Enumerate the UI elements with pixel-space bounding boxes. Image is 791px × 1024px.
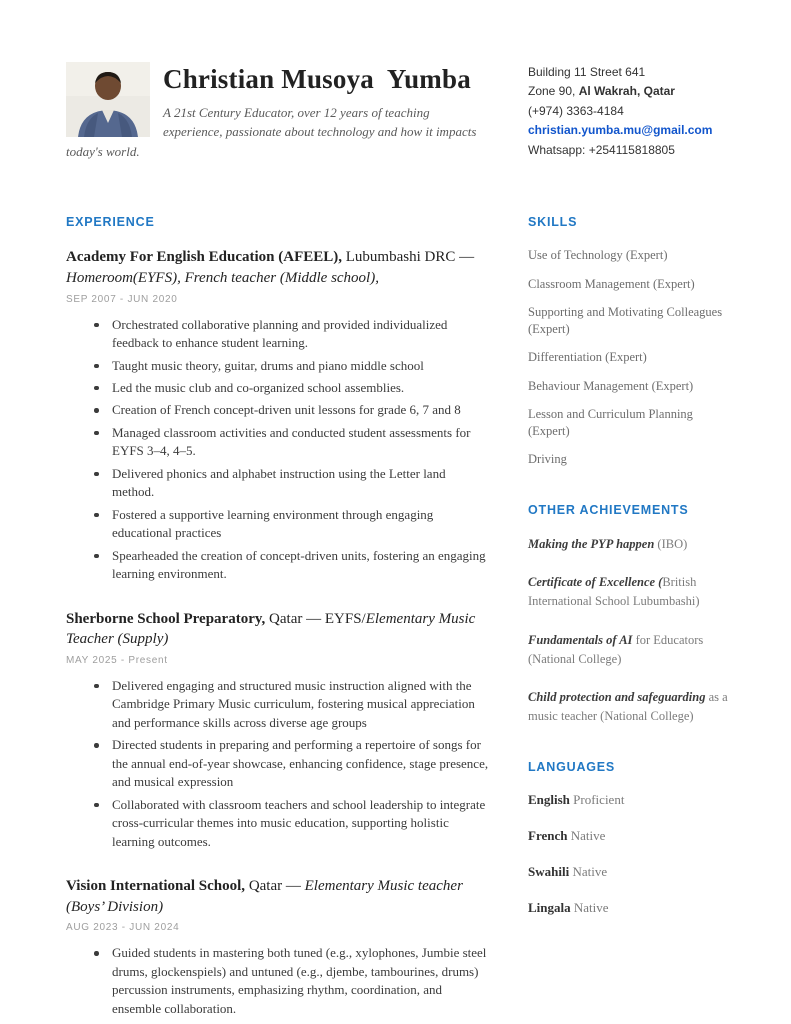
bullet-item: Collaborated with classroom teachers and school leadership to integrate cross-curricular themes into music education, supporting holistic learning outcomes. bbox=[112, 796, 490, 851]
job-entry-afeel bbox=[66, 247, 490, 583]
header bbox=[66, 62, 731, 161]
job-title bbox=[66, 876, 490, 917]
profile-photo bbox=[66, 62, 150, 137]
job-entry-sherborne bbox=[66, 609, 490, 851]
achievement-detail: as a music teacher (National College) bbox=[528, 690, 728, 723]
skill-item: Supporting and Motivating Colleagues (Expert) bbox=[528, 304, 723, 336]
skills-list bbox=[528, 247, 731, 468]
achievement-item bbox=[528, 573, 731, 611]
address-line-1: Building 11 Street 641 bbox=[528, 65, 646, 79]
achievement-item bbox=[528, 631, 731, 669]
bullet-item: Fostered a supportive learning environment through engaging educational practices bbox=[112, 506, 490, 543]
skills-heading: SKILLS bbox=[528, 215, 578, 230]
job-location: Qatar — EYFS/ bbox=[265, 610, 366, 627]
job-bullets bbox=[66, 944, 490, 1018]
skill-item: Differentiation (Expert) bbox=[528, 350, 647, 365]
language-item bbox=[528, 864, 731, 880]
skill-item: Use of Technology (Expert) bbox=[528, 248, 668, 263]
bullet-item: Delivered phonics and alphabet instruction using the Letter land method. bbox=[112, 465, 490, 502]
bullet-item: Led the music club and co-organized school assemblies. bbox=[112, 379, 490, 397]
bullet-item: Taught music theory, guitar, drums and piano middle school bbox=[112, 357, 490, 375]
tagline: A 21st Century Educator, over 12 years of teaching experience, passionate about technology and how it impacts today's world. bbox=[66, 104, 477, 159]
skill-item: Classroom Management (Expert) bbox=[528, 276, 695, 291]
email-line bbox=[528, 121, 731, 140]
bullet-item: Guided students in mastering both tuned (e.g., xylophones, Jumbie steel drums, glockenspiels) and untuned (e.g., djembe, tambourines, drums) percussion instruments, emphasizing rhythm, coordination, and ensemble collaboration. bbox=[112, 944, 490, 1018]
achievement-detail: for Educators (National College) bbox=[528, 632, 704, 666]
job-entry-vision bbox=[66, 876, 490, 1018]
person-name: Christian Musoya Yumba bbox=[163, 64, 471, 94]
experience-column bbox=[66, 215, 490, 1024]
whatsapp-number: Whatsapp: +254115818805 bbox=[528, 142, 675, 157]
language-name: French bbox=[528, 827, 568, 843]
languages-section bbox=[528, 760, 731, 916]
language-level: Native bbox=[570, 827, 606, 843]
address-city: Al Wakrah, Qatar bbox=[578, 84, 675, 99]
job-location: Qatar — bbox=[245, 877, 305, 894]
job-title bbox=[66, 247, 490, 288]
job-location: Lubumbashi DRC — bbox=[342, 249, 475, 266]
achievement-detail: (IBO) bbox=[654, 536, 688, 551]
job-company: Vision International School, bbox=[66, 877, 246, 894]
achievement-title: Fundamentals of AI bbox=[528, 632, 633, 647]
achievements-heading: OTHER ACHIEVEMENTS bbox=[528, 502, 689, 517]
achievement-item bbox=[528, 535, 731, 554]
skill-item: Lesson and Curriculum Planning (Expert) bbox=[528, 406, 693, 438]
bullet-item: Creation of French concept-driven unit lessons for grade 6, 7 and 8 bbox=[112, 401, 490, 419]
profile-photo-image bbox=[66, 62, 150, 137]
job-dates: SEP 2007 - JUN 2020 bbox=[66, 293, 178, 305]
achievement-title: Child protection and safeguarding bbox=[528, 690, 706, 705]
skill-item: Driving bbox=[528, 452, 567, 467]
bullet-item: Delivered engaging and structured music instruction aligned with the Cambridge Primary Music curriculum, fostering musical appreciation and performance skills across diverse age groups bbox=[112, 677, 490, 732]
achievement-item bbox=[528, 688, 731, 726]
job-bullets bbox=[66, 316, 490, 584]
bullet-item: Spearheaded the creation of concept-driven units, fostering an engaging learning environment. bbox=[112, 547, 490, 584]
sidebar bbox=[528, 215, 731, 950]
language-name: Lingala bbox=[528, 899, 571, 915]
language-item bbox=[528, 828, 731, 844]
language-name: English bbox=[528, 791, 570, 807]
skill-item: Behaviour Management (Expert) bbox=[528, 378, 694, 393]
language-item bbox=[528, 900, 731, 916]
achievements-section bbox=[528, 503, 731, 726]
experience-heading: EXPERIENCE bbox=[66, 215, 155, 230]
body-columns bbox=[66, 215, 731, 1024]
language-item bbox=[528, 792, 731, 808]
job-role: Elementary Music teacher (Boys’ Division) bbox=[66, 877, 463, 915]
job-role: Elementary Music Teacher (Supply) bbox=[66, 610, 476, 648]
language-name: Swahili bbox=[528, 863, 570, 879]
achievement-title: Certificate of Excellence ( bbox=[528, 575, 663, 590]
achievement-detail: British International School Lubumbashi) bbox=[528, 575, 700, 608]
job-company: Academy For English Education (AFEEL), bbox=[66, 249, 342, 266]
language-level: Native bbox=[572, 863, 608, 879]
bullet-item: Orchestrated collaborative planning and provided individualized feedback to enhance student learning. bbox=[112, 316, 490, 353]
job-bullets bbox=[66, 677, 490, 851]
languages-heading: LANGUAGES bbox=[528, 759, 616, 774]
job-dates: AUG 2023 - JUN 2024 bbox=[66, 922, 180, 934]
language-level: Proficient bbox=[573, 791, 625, 807]
skills-section bbox=[528, 215, 731, 468]
header-left bbox=[66, 62, 490, 161]
job-company: Sherborne School Preparatory, bbox=[66, 610, 266, 627]
job-role: Homeroom(EYFS), French teacher (Middle school), bbox=[66, 269, 379, 286]
address-zone: Zone 90, bbox=[528, 84, 579, 99]
language-level: Native bbox=[573, 899, 609, 915]
job-dates: MAY 2025 - Present bbox=[66, 654, 168, 666]
contact-block bbox=[528, 62, 731, 160]
email-link[interactable]: christian.yumba.mu@gmail.com bbox=[528, 123, 713, 138]
achievement-title: Making the PYP happen bbox=[528, 536, 655, 551]
bullet-item: Directed students in preparing and performing a repertoire of songs for the annual end-of-year showcase, enhancing confidence, stage presence, and musical expression bbox=[112, 736, 490, 791]
address-line-2 bbox=[528, 82, 731, 101]
bullet-item: Managed classroom activities and conducted student assessments for EYFS 3–4, 4–5. bbox=[112, 424, 490, 461]
job-title bbox=[66, 609, 490, 650]
phone-number: (+974) 3363-4184 bbox=[528, 103, 624, 118]
